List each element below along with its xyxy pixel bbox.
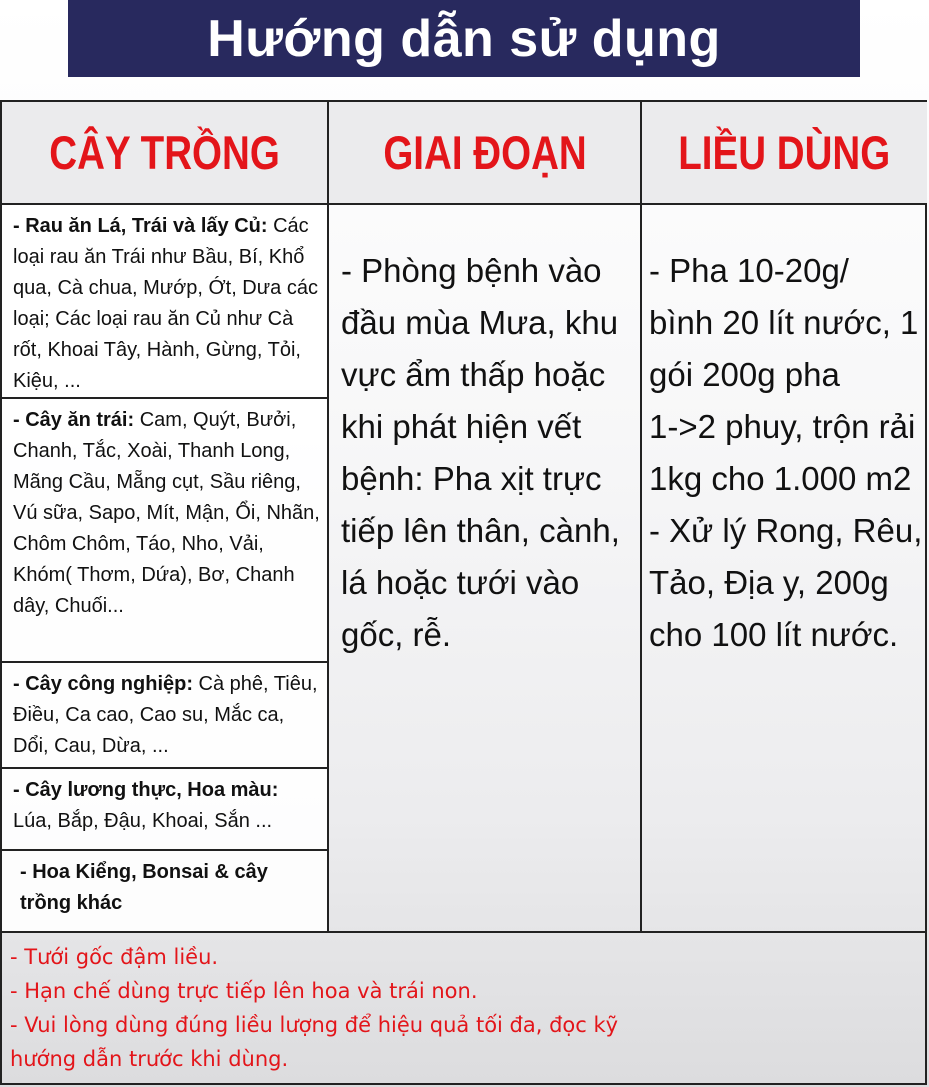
crop-text: Lúa, Bắp, Đậu, Khoai, Sắn ... <box>13 810 273 832</box>
header-stage: GIAI ĐOẠN <box>383 126 587 179</box>
header-crop-cell <box>2 102 328 203</box>
crop-text: Cam, Quýt, Bưởi, Chanh, Tắc, Xoài, Thanh Long, Mãng Cầu, Mẵng cụt, Sầu riêng, Vú sữa, Sapo, Mít, Mận, Ổi, Nhãn, Chôm Chôm, Táo, Nho, Vải, Khóm( Thơm, Dứa), Bơ, Chanh dây, Chuối... <box>13 409 320 617</box>
header-dose: LIỀU DÙNG <box>678 126 891 179</box>
crop-label: - Cây công nghiệp: <box>13 673 193 695</box>
note-line: - Vui lòng dùng đúng liều lượng để hiệu quả tối đa, đọc kỹ <box>10 1013 619 1037</box>
divider <box>2 767 329 769</box>
header-dose-cell <box>642 102 927 203</box>
dose-line: Tảo, Địa y, 200g <box>649 564 889 601</box>
notes-section <box>10 940 910 1076</box>
dose-line: 1->2 phuy, trộn rải <box>649 408 916 445</box>
header-crop: CÂY TRỒNG <box>49 126 281 179</box>
note-line: - Tưới gốc đậm liều. <box>10 945 219 969</box>
crop-row-food-crops <box>2 769 328 849</box>
divider <box>2 661 329 663</box>
crop-label: - Rau ăn Lá, Trái và lấy Củ: <box>13 215 268 237</box>
stage-text: - Phòng bệnh vào đầu mùa Mưa, khu vực ẩm thấp hoặc khi phát hiện vết bệnh: Pha xịt trực tiếp lên thân, cành, lá hoặc tưới vào gốc, rễ. <box>341 252 620 653</box>
crop-label: - Hoa Kiểng, Bonsai & cây trồng khác <box>20 861 268 914</box>
crop-row-fruit-trees <box>2 399 328 661</box>
crop-row-vegetables <box>2 205 328 397</box>
crop-row-ornamental <box>2 851 328 931</box>
title-banner <box>68 0 860 77</box>
divider <box>2 849 329 851</box>
header-stage-cell <box>329 102 641 203</box>
divider <box>2 397 329 399</box>
crop-label: - Cây lương thực, Hoa màu: <box>13 779 279 801</box>
dose-line: - Xử lý Rong, Rêu, <box>649 512 923 549</box>
divider <box>327 102 329 932</box>
dose-line: gói 200g pha <box>649 356 840 393</box>
crop-text: Các loại rau ăn Trái như Bầu, Bí, Khổ qua, Cà chua, Mướp, Ớt, Dưa các loại; Các loại rau ăn Củ như Cà rốt, Khoai Tây, Hành, Gừng, Tỏi, Kiệu, ... <box>13 215 318 392</box>
dose-line: 1kg cho 1.000 m2 <box>649 460 912 497</box>
dose-line: bình 20 lít nước, 1 <box>649 304 919 341</box>
usage-table <box>0 100 927 1085</box>
dose-line: cho 100 lít nước. <box>649 616 899 653</box>
dose-text <box>649 245 929 661</box>
crop-text: Cà phê, Tiêu, Điều, Ca cao, Cao su, Mắc ca, Dổi, Cau, Dừa, ... <box>13 673 318 757</box>
dose-line: - Pha 10-20g/ <box>649 252 849 289</box>
divider <box>2 931 927 933</box>
crop-row-industrial <box>2 663 328 767</box>
note-line: - Hạn chế dùng trực tiếp lên hoa và trái non. <box>10 979 478 1003</box>
page-title: Hướng dẫn sử dụng <box>207 9 721 68</box>
divider <box>2 203 927 205</box>
divider <box>640 102 642 932</box>
note-line: hướng dẫn trước khi dùng. <box>10 1047 289 1071</box>
crop-label: - Cây ăn trái: <box>13 409 135 431</box>
